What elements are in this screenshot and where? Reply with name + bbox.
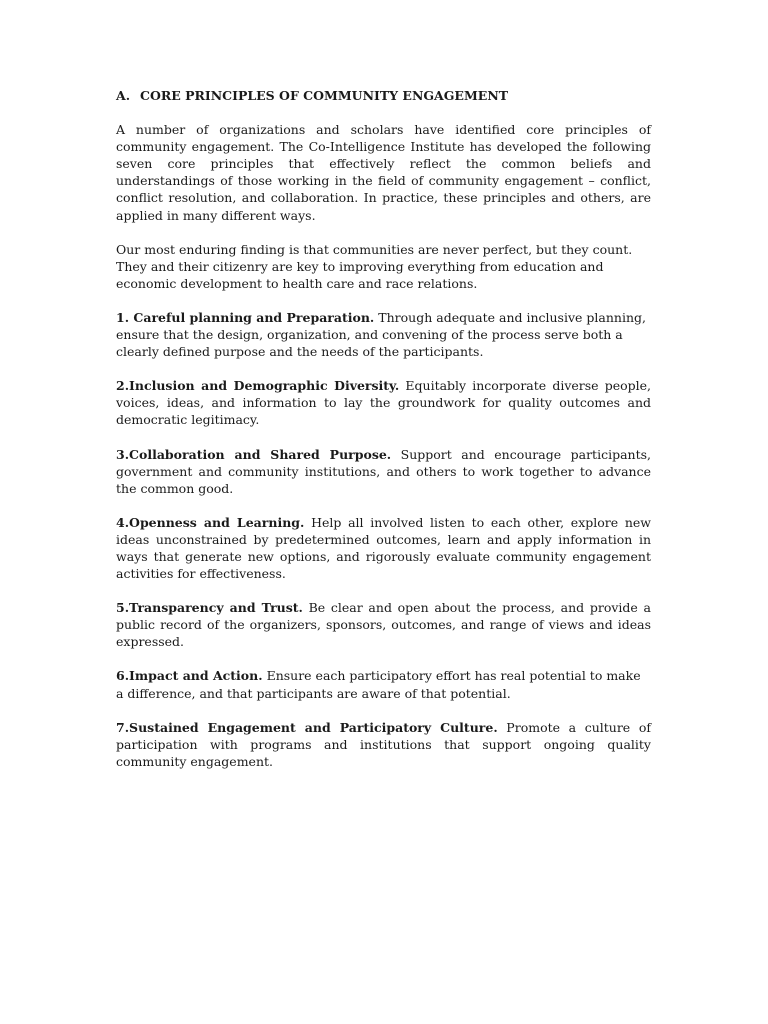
finding-paragraph: Our most enduring finding is that communities are never perfect, but they count. They and their citizenry are key to improving everything from education and economic development to health care and race relations. xyxy=(116,241,633,291)
principle-1 xyxy=(116,309,651,360)
section-letter: A. xyxy=(116,88,131,103)
document-page xyxy=(116,87,651,787)
principle-3 xyxy=(116,446,651,497)
principle-4-title: 4.Openness and Learning. xyxy=(116,514,305,530)
principle-2 xyxy=(116,377,651,428)
principle-7-title: 7.Sustained Engagement and Participatory Culture. xyxy=(116,719,498,735)
principle-2-title: 2.Inclusion and Demographic Diversity. xyxy=(116,378,400,394)
principle-4 xyxy=(116,514,651,582)
principle-1-title: 1. Careful planning and Preparation. xyxy=(116,309,375,325)
principle-5 xyxy=(116,599,651,650)
principle-2-text: Equitably incorporate diverse people, voices, ideas, and information to lay the groundwork for quality outcomes and democratic legitimacy. xyxy=(116,378,652,428)
section-heading xyxy=(116,87,651,104)
section-title: CORE PRINCIPLES OF COMMUNITY ENGAGEMENT xyxy=(140,88,509,103)
intro-paragraph: A number of organizations and scholars have identified core principles of community engagement. The Co-Intelligence Institute has developed the following seven core principles that effectively reflect the common beliefs and understandings of those working in the field of community engagement – conflict, conflict resolution, and collaboration. In practice, these principles and others, are applied in many different ways. xyxy=(116,122,651,223)
principle-1-text: Through adequate and inclusive planning, ensure that the design, organization, and convening of the process serve both a clearly defined purpose and the needs of the participants. xyxy=(116,309,646,360)
principle-3-title: 3.Collaboration and Shared Purpose. xyxy=(116,446,392,462)
principle-5-title: 5.Transparency and Trust. xyxy=(116,600,303,616)
principle-6-title: 6.Impact and Action. xyxy=(116,668,263,684)
principle-6 xyxy=(116,667,651,701)
principle-7 xyxy=(116,719,651,770)
principle-5-text: Be clear and open about the process, and provide a public record of the organizers, sponsors, outcomes, and range of views and ideas expressed. xyxy=(116,600,651,650)
principle-7-text: Promote a culture of participation with programs and institutions that support ongoing quality community engagement. xyxy=(116,719,651,769)
principle-3-text: Support and encourage participants, government and community institutions, and others to work together to advance the common good. xyxy=(116,446,651,496)
principle-6-text: Ensure each participatory effort has real potential to make a difference, and that participants are aware of that potential. xyxy=(116,668,641,701)
principle-4-text: Help all involved listen to each other, explore new ideas unconstrained by predetermined outcomes, learn and apply information in ways that generate new options, and rigorously evaluate community engagement activities for effectiveness. xyxy=(116,514,651,582)
